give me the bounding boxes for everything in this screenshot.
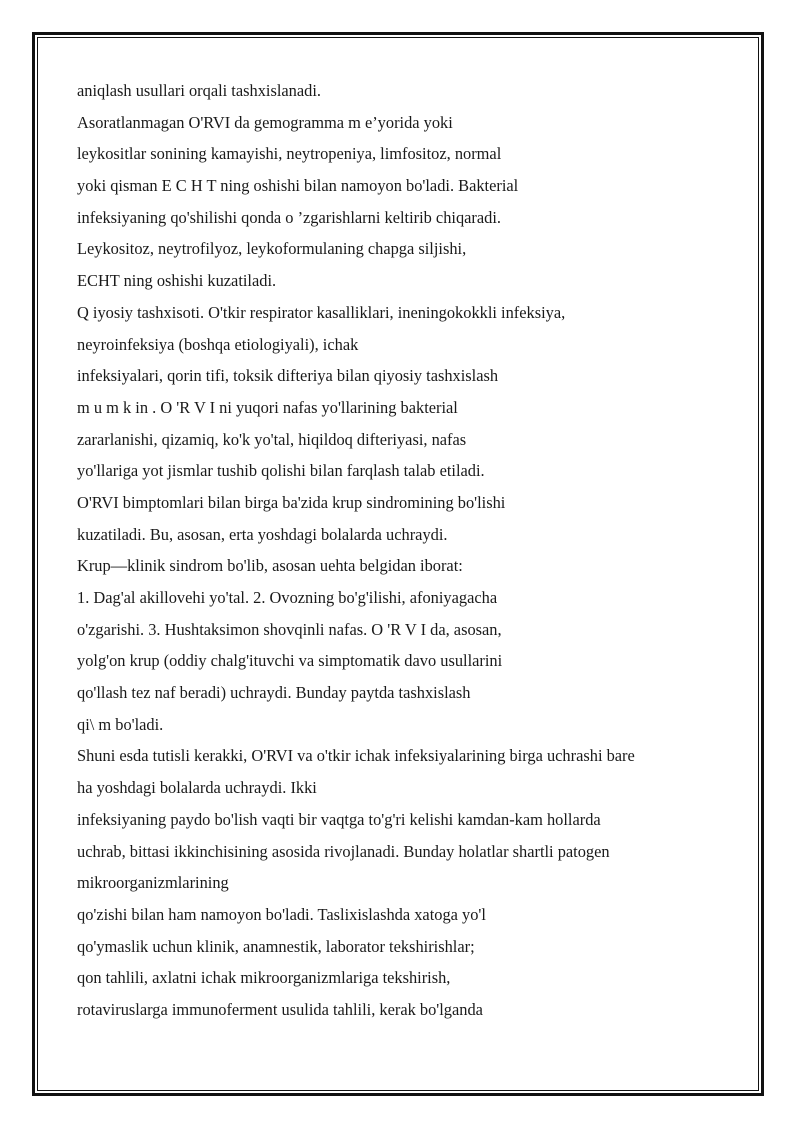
text-line: O'RVI bimptomlari bilan birga ba'zida krup sindromining bo'lishi <box>77 492 506 512</box>
text-line: qo'llash tez naf beradi) uchraydi. Bunday paytda tashxislash <box>77 683 471 703</box>
text-line: o'zgarishi. 3. Hushtaksimon shovqinli nafas. O 'R V I da, asosan, <box>77 619 502 639</box>
text-line: 1. Dag'al akillovehi yo'tal. 2. Ovozning bo'g'ilishi, afoniyagacha <box>77 588 498 607</box>
text-line: zararlanishi, qizamiq, ko'k yo'tal, hiqildoq difteriyasi, nafas <box>77 429 467 449</box>
text-line: uchrab, bittasi ikkinchisining asosida rivojlanadi. Bunday holatlar shartli patogen <box>77 841 610 861</box>
text-line: qon tahlili, axlatni ichak mikroorganizmlariga tekshirish, <box>77 968 451 988</box>
text-line: ha yoshdagi bolalarda uchraydi. Ikki <box>77 778 317 798</box>
text-line: yolg'on krup (oddiy chalg'ituvchi va simptomatik davo usullarini <box>77 651 503 671</box>
text-line: Shuni esda tutisli kerakki, O'RVI va o'tkir ichak infeksiyalarining birga uchrashi bare <box>77 746 635 766</box>
text-line: Leykositoz, neytrofilyoz, leykoformulaning chapga siljishi, <box>77 239 467 259</box>
text-line: infeksiyaning paydo bo'lish vaqti bir vaqtga to'g'ri kelishi kamdan-kam hollarda <box>77 809 601 829</box>
text-line: Q iyosiy tashxisoti. O'tkir respirator kasalliklari, ineningokokkli infeksiya, <box>77 302 566 322</box>
text-line: ECHT ning oshishi kuzatiladi. <box>77 271 277 291</box>
text-line: mikroorganizmlarining <box>77 873 229 893</box>
text-line: neyroinfeksiya (boshqa etiologiyali), ichak <box>77 334 359 354</box>
text-line: m u m k in . O 'R V I ni yuqori nafas yo'llarining bakterial <box>77 397 458 417</box>
text-line: qo'zishi bilan ham namoyon bo'ladi. Taslixislashda xatoga yo'l <box>77 904 486 924</box>
text-line: leykositlar sonining kamayishi, neytropeniya, limfositoz, normal <box>77 144 502 164</box>
text-line: yoki qisman E C H T ning oshishi bilan namoyon bo'ladi. Bakterial <box>77 176 519 196</box>
text-line: infeksiyaning qo'shilishi qonda o ’zgarishlarni keltirib chiqaradi. <box>77 207 502 227</box>
body-text <box>77 75 777 1026</box>
text-line: Asoratlanmagan O'RVI da gemogramma m e’yorida yoki <box>77 112 453 132</box>
text-line: qi\ m bo'ladi. <box>77 714 164 734</box>
text-line: yo'llariga yot jismlar tushib qolishi bilan farqlash talab etiladi. <box>77 461 485 481</box>
text-line: Krup—klinik sindrom bo'lib, asosan uehta belgidan iborat: <box>77 556 463 576</box>
text-line: aniqlash usullari orqali tashxislanadi. <box>77 81 321 100</box>
text-line: kuzatiladi. Bu, asosan, erta yoshdagi bolalarda uchraydi. <box>77 524 448 544</box>
text-line: qo'ymaslik uchun klinik, anamnestik, laborator tekshirishlar; <box>77 936 475 956</box>
text-line: infeksiyalari, qorin tifi, toksik difteriya bilan qiyosiy tashxislash <box>77 366 499 386</box>
text-line: rotaviruslarga immunoferment usulida tahlili, kerak bo'lganda <box>77 999 483 1019</box>
